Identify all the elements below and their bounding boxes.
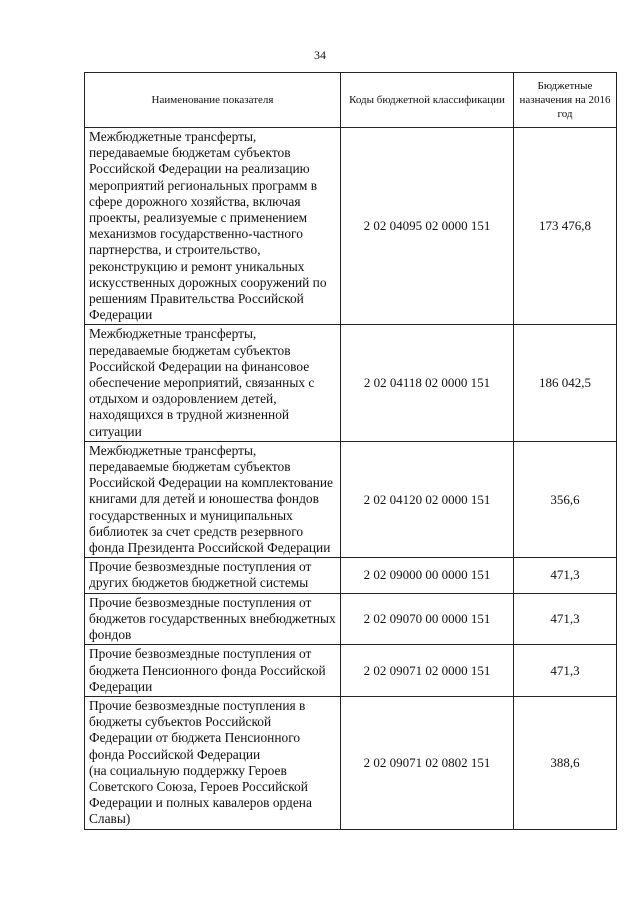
- table-row: [85, 558, 617, 593]
- row-budget-amount: 173 476,8: [514, 128, 617, 325]
- table-header-row: [85, 73, 617, 128]
- row-indicator-name: Прочие безвозмездные поступления в бюджеты субъектов Российской Федерации от бюджета Пенсионного фонда Российской Федерации (на социальную поддержку Героев Советского Союза, Героев Российской Федерации и полных кавалеров ордена Славы): [85, 696, 341, 829]
- table-row: [85, 696, 617, 829]
- row-indicator-name: Межбюджетные трансферты, передаваемые бюджетам субъектов Российской Федерации на финансовое обеспечение мероприятий, связанных с отдыхом и оздоровлением детей, находящихся в трудной жизненной ситуации: [85, 325, 341, 441]
- page-number: 34: [314, 48, 326, 62]
- budget-table: [84, 72, 617, 830]
- row-budget-code: 2 02 09071 02 0000 151: [341, 645, 514, 697]
- row-budget-amount: 388,6: [514, 696, 617, 829]
- header-budget-codes: Коды бюджетной классификации: [341, 73, 514, 128]
- row-budget-amount: 471,3: [514, 645, 617, 697]
- row-indicator-name: Межбюджетные трансферты, передаваемые бюджетам субъектов Российской Федерации на комплектование книгами для детей и юношества фондов государственных и муниципальных библиотек за счет средств резервного фонда Президента Российской Федерации: [85, 441, 341, 557]
- row-budget-code: 2 02 09000 00 0000 151: [341, 558, 514, 593]
- row-budget-amount: 471,3: [514, 593, 617, 645]
- header-indicator-name: Наименование показателя: [85, 73, 341, 128]
- row-budget-amount: 356,6: [514, 441, 617, 557]
- header-budget-amount: Бюджетные назначения на 2016 год: [514, 73, 617, 128]
- table-row: [85, 441, 617, 557]
- row-indicator-name: Прочие безвозмездные поступления от бюджета Пенсионного фонда Российской Федерации: [85, 645, 341, 697]
- row-budget-code: 2 02 04118 02 0000 151: [341, 325, 514, 441]
- row-indicator-name: Прочие безвозмездные поступления от других бюджетов бюджетной системы: [85, 558, 341, 593]
- row-budget-code: 2 02 09070 00 0000 151: [341, 593, 514, 645]
- table-row: [85, 325, 617, 441]
- row-indicator-name: Прочие безвозмездные поступления от бюджетов государственных внебюджетных фондов: [85, 593, 341, 645]
- row-budget-amount: 186 042,5: [514, 325, 617, 441]
- table-row: [85, 593, 617, 645]
- row-indicator-name: Межбюджетные трансферты, передаваемые бюджетам субъектов Российской Федерации на реализацию мероприятий региональных программ в сфере дорожного хозяйства, включая проекты, реализуемые с применением механизмов государственно-частного партнерства, и строительство, реконструкцию и ремонт уникальных искусственных дорожных сооружений по решениям Правительства Российской Федерации: [85, 128, 341, 325]
- table-row: [85, 645, 617, 697]
- row-budget-code: 2 02 04095 02 0000 151: [341, 128, 514, 325]
- row-budget-code: 2 02 09071 02 0802 151: [341, 696, 514, 829]
- table-row: [85, 128, 617, 325]
- row-budget-code: 2 02 04120 02 0000 151: [341, 441, 514, 557]
- row-budget-amount: 471,3: [514, 558, 617, 593]
